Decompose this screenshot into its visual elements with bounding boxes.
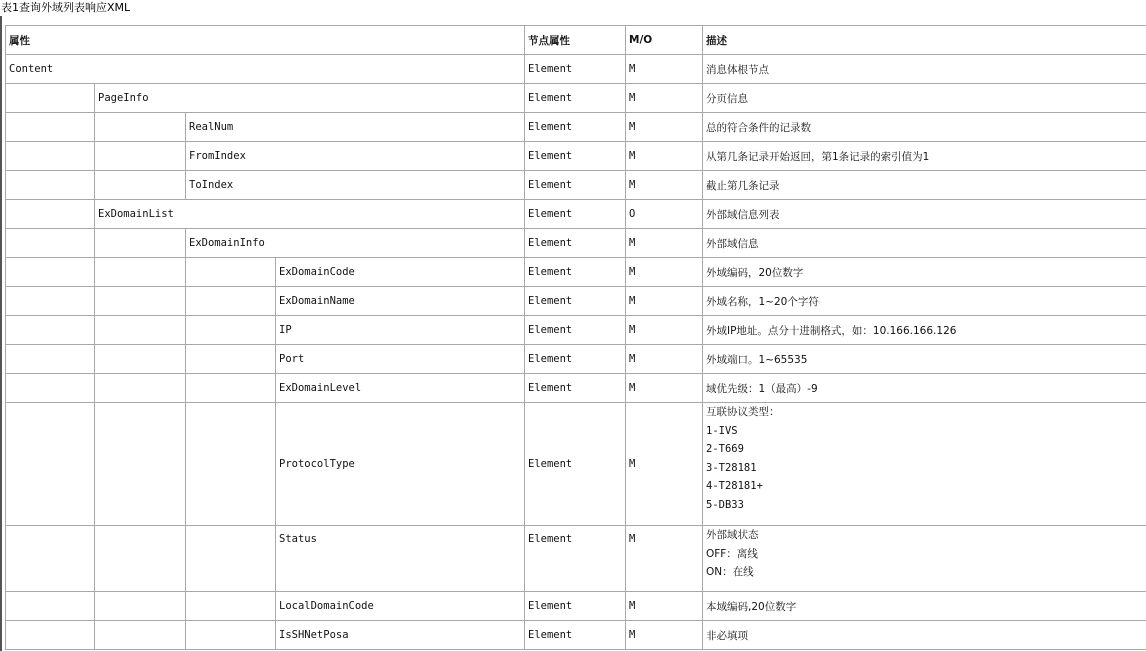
description-line: 1-IVS	[706, 424, 738, 437]
table-row	[6, 287, 1146, 316]
header-row	[6, 26, 1146, 55]
mo-flag: O	[626, 200, 703, 229]
attribute-name: IP	[276, 316, 525, 345]
attribute-name: ExDomainInfo	[186, 229, 525, 258]
indent-cell	[6, 316, 95, 345]
table-row	[6, 621, 1146, 650]
node-type: Element	[525, 113, 626, 142]
attribute-name: ExDomainList	[95, 200, 525, 229]
description	[703, 403, 1146, 526]
indent-cell	[95, 171, 186, 200]
indent-cell	[186, 258, 276, 287]
attribute-name: LocalDomainCode	[276, 592, 525, 621]
description: 外部域信息列表	[703, 200, 1146, 229]
mo-flag: M	[626, 316, 703, 345]
header-mo: M/O	[626, 26, 703, 55]
table-caption: 表1查询外域列表响应XML	[1, 1, 131, 14]
attribute-name: ToIndex	[186, 171, 525, 200]
indent-cell	[6, 258, 95, 287]
indent-cell	[95, 258, 186, 287]
indent-cell	[95, 374, 186, 403]
table-row	[6, 592, 1146, 621]
attribute-name: Status	[276, 526, 525, 592]
node-type: Element	[525, 592, 626, 621]
mo-flag: M	[626, 526, 703, 592]
description-line: 5-DB33	[706, 498, 744, 511]
description: 本域编码,20位数字	[703, 592, 1146, 621]
node-type: Element	[525, 403, 626, 526]
table-row	[6, 316, 1146, 345]
left-border	[0, 16, 2, 651]
header-node-type: 节点属性	[525, 26, 626, 55]
mo-flag: M	[626, 403, 703, 526]
table-row	[6, 171, 1146, 200]
node-type: Element	[525, 526, 626, 592]
description-line: 外部域状态	[706, 529, 759, 541]
response-xml-table	[5, 25, 1146, 650]
description: 外域端口。1~65535	[703, 345, 1146, 374]
indent-cell	[6, 142, 95, 171]
attribute-name: PageInfo	[95, 84, 525, 113]
node-type: Element	[525, 345, 626, 374]
description	[703, 526, 1146, 592]
attribute-name: ExDomainName	[276, 287, 525, 316]
description: 消息体根节点	[703, 55, 1146, 84]
description: 外域名称，1~20个字符	[703, 287, 1146, 316]
mo-flag: M	[626, 345, 703, 374]
indent-cell	[186, 403, 276, 526]
description-line: 4-T28181+	[706, 480, 763, 492]
attribute-name: ProtocolType	[276, 403, 525, 526]
description: 非必填项	[703, 621, 1146, 650]
indent-cell	[95, 316, 186, 345]
description: 从第几条记录开始返回，第1条记录的索引值为1	[703, 142, 1146, 171]
attribute-name: RealNum	[186, 113, 525, 142]
mo-flag: M	[626, 258, 703, 287]
description: 外部域信息	[703, 229, 1146, 258]
description-line: ON：在线	[706, 566, 754, 578]
mo-flag: M	[626, 142, 703, 171]
indent-cell	[95, 403, 186, 526]
attribute-name: ExDomainLevel	[276, 374, 525, 403]
table-row	[6, 229, 1146, 258]
node-type: Element	[525, 55, 626, 84]
mo-flag: M	[626, 84, 703, 113]
table-row	[6, 55, 1146, 84]
node-type: Element	[525, 200, 626, 229]
description: 总的符合条件的记录数	[703, 113, 1146, 142]
description-line: 3-T28181	[706, 461, 757, 474]
attribute-name: ExDomainCode	[276, 258, 525, 287]
indent-cell	[6, 345, 95, 374]
table-row	[6, 526, 1146, 592]
description: 外域IP地址。点分十进制格式，如：10.166.166.126	[703, 316, 1146, 345]
description-line: OFF：离线	[706, 547, 758, 560]
description: 截止第几条记录	[703, 171, 1146, 200]
indent-cell	[6, 229, 95, 258]
indent-cell	[6, 374, 95, 403]
response-xml-table-sheet	[5, 25, 1146, 651]
mo-flag: M	[626, 229, 703, 258]
indent-cell	[6, 200, 95, 229]
indent-cell	[186, 345, 276, 374]
node-type: Element	[525, 258, 626, 287]
table-row	[6, 258, 1146, 287]
description: 分页信息	[703, 84, 1146, 113]
indent-cell	[6, 592, 95, 621]
attribute-name: IsSHNetPosa	[276, 621, 525, 650]
mo-flag: M	[626, 287, 703, 316]
node-type: Element	[525, 316, 626, 345]
header-description: 描述	[703, 26, 1146, 55]
mo-flag: M	[626, 171, 703, 200]
attribute-name: Content	[6, 55, 525, 84]
mo-flag: M	[626, 113, 703, 142]
indent-cell	[95, 287, 186, 316]
description-line: 2-T669	[706, 443, 744, 455]
indent-cell	[186, 374, 276, 403]
attribute-name: Port	[276, 345, 525, 374]
node-type: Element	[525, 374, 626, 403]
indent-cell	[186, 592, 276, 621]
indent-cell	[95, 142, 186, 171]
indent-cell	[186, 287, 276, 316]
indent-cell	[95, 345, 186, 374]
node-type: Element	[525, 142, 626, 171]
table-row	[6, 403, 1146, 526]
indent-cell	[6, 403, 95, 526]
node-type: Element	[525, 287, 626, 316]
node-type: Element	[525, 171, 626, 200]
table-row	[6, 345, 1146, 374]
mo-flag: M	[626, 621, 703, 650]
indent-cell	[186, 621, 276, 650]
description-line: 互联协议类型：	[706, 406, 780, 418]
table-row	[6, 142, 1146, 171]
header-attribute: 属性	[6, 26, 525, 55]
table-row	[6, 113, 1146, 142]
indent-cell	[186, 526, 276, 592]
indent-cell	[186, 316, 276, 345]
table-row	[6, 374, 1146, 403]
node-type: Element	[525, 621, 626, 650]
mo-flag: M	[626, 55, 703, 84]
node-type: Element	[525, 84, 626, 113]
description: 外域编码，20位数字	[703, 258, 1146, 287]
indent-cell	[95, 592, 186, 621]
indent-cell	[95, 526, 186, 592]
indent-cell	[6, 84, 95, 113]
node-type: Element	[525, 229, 626, 258]
mo-flag: M	[626, 592, 703, 621]
indent-cell	[6, 171, 95, 200]
indent-cell	[95, 113, 186, 142]
indent-cell	[6, 287, 95, 316]
attribute-name: FromIndex	[186, 142, 525, 171]
description: 域优先级：1（最高）-9	[703, 374, 1146, 403]
indent-cell	[95, 621, 186, 650]
indent-cell	[6, 113, 95, 142]
table-row	[6, 200, 1146, 229]
indent-cell	[6, 526, 95, 592]
indent-cell	[6, 621, 95, 650]
mo-flag: M	[626, 374, 703, 403]
table-row	[6, 84, 1146, 113]
indent-cell	[95, 229, 186, 258]
